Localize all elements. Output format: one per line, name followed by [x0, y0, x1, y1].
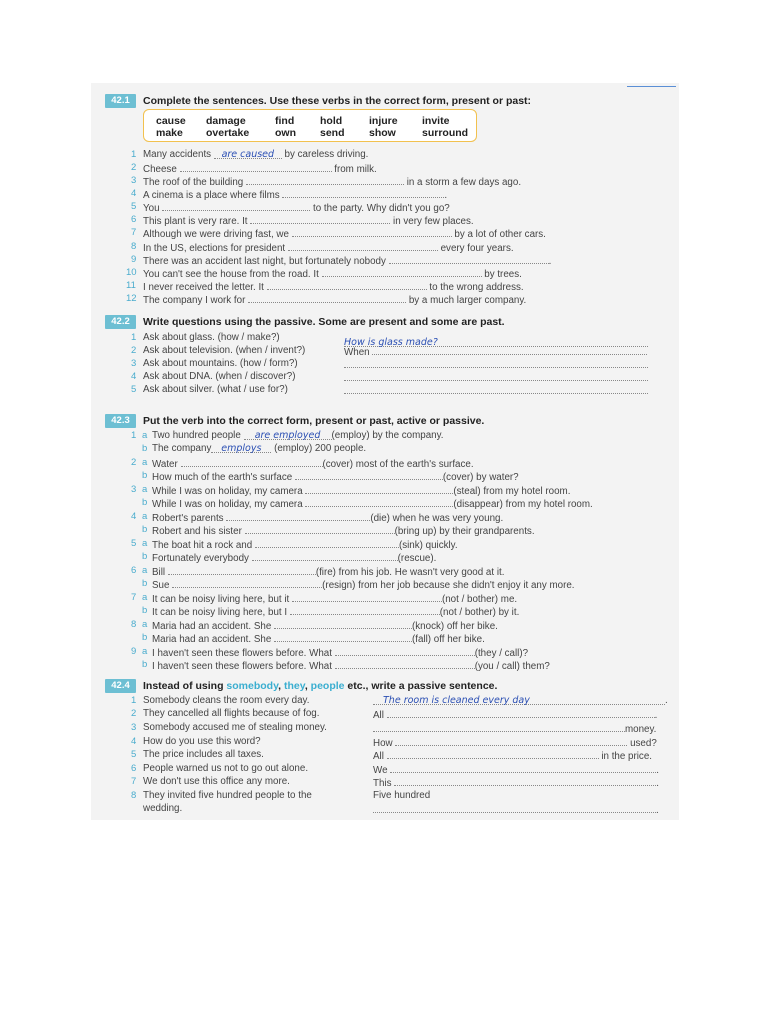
verb: cause — [156, 115, 186, 127]
verb: show — [369, 127, 396, 139]
exercise-badge: 42.3 — [105, 414, 136, 428]
exercise-badge: 42.4 — [105, 679, 136, 693]
list-item: 11 I never received the letter. It to the wrong address. — [126, 280, 524, 293]
verb: damage — [206, 115, 246, 127]
list-item: 3 a While I was on holiday, my camera (steal) from my hotel room. — [131, 484, 571, 497]
list-item: 5 a The boat hit a rock and (sink) quickly. — [131, 538, 458, 551]
exercise-title: Write questions using the passive. Some are present and some are past. — [143, 316, 505, 328]
answer-blank[interactable] — [252, 551, 398, 561]
answer-blank[interactable] — [248, 293, 406, 303]
list-item: 2 They cancelled all flights because of fog. — [131, 708, 320, 719]
list-item: 10 You can't see the house from the road. It by trees. — [126, 267, 522, 280]
answer-blank[interactable] — [290, 605, 440, 615]
list-item: b I haven't seen these flowers before. What (you / call) them? — [142, 659, 550, 672]
answer-blank[interactable]: are caused — [214, 149, 282, 159]
list-item: 7 Although we were driving fast, we by a lot of other cars. — [131, 227, 546, 240]
list-item: 2 a Water (cover) most of the earth's surface. — [131, 457, 474, 470]
answer-blank[interactable]: This . — [373, 778, 659, 789]
answer-blank[interactable] — [344, 358, 648, 372]
answer-blank[interactable] — [246, 175, 404, 185]
answer-blank[interactable] — [255, 538, 399, 548]
list-item: 8 a Maria had an accident. She (knock) off her bike. — [131, 619, 498, 632]
list-item: 3 Somebody accused me of stealing money. — [131, 722, 327, 733]
answer-blank[interactable] — [162, 201, 310, 211]
exercise-badge: 42.2 — [105, 315, 136, 329]
answer-blank[interactable] — [305, 497, 453, 507]
answer-blank[interactable] — [288, 241, 438, 251]
answer-blank[interactable] — [292, 227, 452, 237]
exercise-title: Instead of using somebody, they, people etc., write a passive sentence. — [143, 680, 498, 692]
verb: make — [156, 127, 183, 139]
answer-blank[interactable] — [274, 632, 412, 642]
exercise-title: Put the verb into the correct form, present or past, active or passive. — [143, 415, 485, 427]
answer-blank[interactable] — [172, 578, 322, 588]
verb-box — [143, 109, 477, 142]
list-item: b Sue (resign) from her job because she didn't enjoy it any more. — [142, 578, 575, 591]
list-item: b It can be noisy living here, but I (not / bother) by it. — [142, 605, 520, 618]
answer-blank[interactable]: employs — [211, 443, 271, 453]
list-item: b Maria had an accident. She (fall) off her bike. — [142, 632, 485, 645]
list-item: 9 There was an accident last night, but fortunately nobody . — [131, 254, 552, 267]
answer-blank[interactable] — [344, 384, 648, 398]
list-item: 1 a Two hundred people are employed (employ) by the company. — [131, 430, 444, 441]
answer-blank[interactable]: How is glass made? — [344, 332, 648, 350]
answer-blank[interactable] — [389, 254, 549, 264]
list-item: b The company employs (employ) 200 people. — [142, 443, 367, 454]
answer-blank[interactable] — [344, 371, 648, 385]
list-item: 1 Many accidents are caused by careless driving. — [131, 149, 369, 160]
answer-blank[interactable]: All in the price. — [373, 751, 653, 762]
verb: send — [320, 127, 345, 139]
list-item: 4 Ask about DNA. (when / discover?) — [131, 371, 296, 382]
exercise-title: Complete the sentences. Use these verbs in the correct form, present or past: — [143, 95, 532, 107]
answer-blank[interactable] — [305, 484, 453, 494]
list-item: 1 Somebody cleans the room every day. — [131, 695, 310, 706]
verb: overtake — [206, 127, 250, 139]
top-link-underline — [627, 86, 676, 87]
answer-blank[interactable] — [282, 188, 444, 198]
list-item: 6 People warned us not to go out alone. — [131, 763, 309, 774]
answer-blank[interactable] — [335, 646, 475, 656]
verb: injure — [369, 115, 398, 127]
list-item: 3 Ask about mountains. (how / form?) — [131, 358, 298, 369]
verb: invite — [422, 115, 450, 127]
answer-blank[interactable] — [267, 280, 427, 290]
list-item: 12 The company I work for by a much larger company. — [126, 293, 527, 306]
list-item-continuation: wedding. — [143, 803, 183, 814]
list-item: 3 The roof of the building in a storm a few days ago. — [131, 175, 522, 188]
answer-blank[interactable] — [180, 162, 332, 172]
list-item: b How much of the earth's surface (cover) by water? — [142, 470, 519, 483]
answer-blank[interactable] — [335, 659, 475, 669]
answer-blank[interactable] — [274, 619, 412, 629]
answer-blank[interactable]: are employed — [244, 430, 332, 440]
verb: own — [275, 127, 296, 139]
list-item: 6 This plant is very rare. It in very few places. — [131, 214, 474, 227]
answer-blank[interactable] — [295, 470, 443, 480]
list-item: 9 a I haven't seen these flowers before. What (they / call)? — [131, 646, 529, 659]
verb: hold — [320, 115, 343, 127]
list-item: 4 a Robert's parents (die) when he was very young. — [131, 511, 504, 524]
list-item: 8 They invited five hundred people to the — [131, 790, 312, 801]
answer-blank[interactable] — [168, 565, 316, 575]
list-item: 7 We don't use this office any more. — [131, 776, 290, 787]
list-item: 4 A cinema is a place where films . — [131, 188, 448, 201]
list-item: 2 Ask about television. (when / invent?) — [131, 345, 306, 356]
verb: find — [275, 115, 295, 127]
answer-blank[interactable] — [226, 511, 370, 521]
list-item: 2 Cheese from milk. — [131, 162, 377, 175]
exercise-badge: 42.1 — [105, 94, 136, 108]
list-item: 4 How do you use this word? — [131, 736, 261, 747]
answer-blank[interactable]: . — [373, 803, 659, 817]
list-item: b Robert and his sister (bring up) by their grandparents. — [142, 524, 535, 537]
answer-blank[interactable]: money. — [373, 722, 656, 736]
list-item: b Fortunately everybody (rescue). — [142, 551, 437, 564]
list-item: 5 Ask about silver. (what / use for?) — [131, 384, 288, 395]
answer-blank[interactable]: The room is cleaned every day . — [373, 695, 668, 707]
answer-blank[interactable]: Five hundred — [373, 790, 431, 801]
answer-blank[interactable] — [292, 592, 442, 602]
list-item: 6 a Bill (fire) from his job. He wasn't very good at it. — [131, 565, 505, 578]
verb: surround — [422, 127, 469, 139]
list-item: 1 Ask about glass. (how / make?) — [131, 332, 280, 343]
answer-blank[interactable]: We . — [373, 765, 659, 776]
answer-blank[interactable] — [181, 457, 323, 467]
answer-blank[interactable] — [250, 214, 390, 224]
list-item: b While I was on holiday, my camera (disappear) from my hotel room. — [142, 497, 593, 510]
answer-blank[interactable]: When — [344, 345, 647, 359]
answer-blank[interactable]: How used? — [373, 738, 657, 749]
list-item: 5 The price includes all taxes. — [131, 749, 264, 760]
list-item: 7 a It can be noisy living here, but it (not / bother) me. — [131, 592, 518, 605]
list-item: 8 In the US, elections for president every four years. — [131, 241, 514, 254]
answer-blank[interactable] — [245, 524, 395, 534]
list-item: 5 You to the party. Why didn't you go? — [131, 201, 450, 214]
answer-blank[interactable]: All . — [373, 710, 658, 721]
answer-blank[interactable] — [322, 267, 482, 277]
